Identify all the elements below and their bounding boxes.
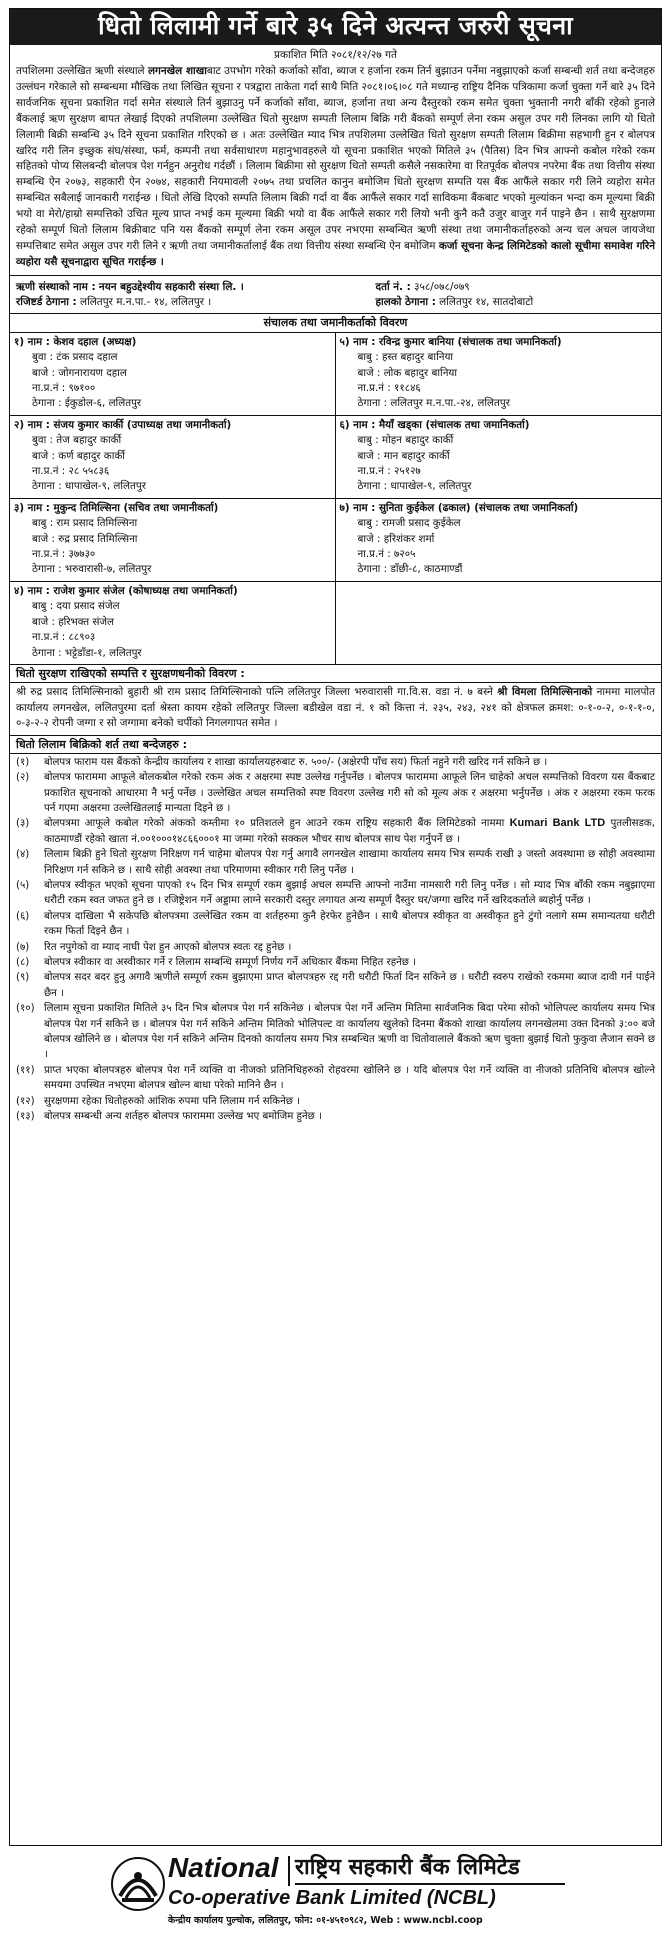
reg-address-label: रजिष्टर्ड ठेगाना : xyxy=(16,295,77,308)
member-card-empty xyxy=(336,582,662,664)
term-item xyxy=(16,909,655,940)
term-text: लिलाम बिक्री हुने धितो सुरक्षण निरिक्षण गर्न चाहेमा बोलपत्र पेश गर्नु अगावै लगनखेल शाखामा कार्यालय समय भित्र सम्पर्क राखी ३ जस्तो अवस्थामा छ सोही अवस्थामा निरिक्षण गर्न सकिने छ । साथै सोही अवस्था तथा परिमाणमा स्वीकार गरी लिनु पर्नेछ । xyxy=(44,849,655,876)
member-name: १) नाम : केशव दहाल (अध्यक्ष) xyxy=(14,335,137,348)
member-name: ७) नाम : सुनिता कुईकेल (ढकाल) (संचालक तथा जमानिकर्ता) xyxy=(339,501,579,514)
term-item xyxy=(16,970,655,1001)
term-item xyxy=(16,940,655,955)
term-number: (२) xyxy=(16,772,30,784)
term-item xyxy=(16,770,655,816)
member-detail: ना.प्र.नं : ११८४६ xyxy=(357,382,421,394)
term-text: बोलपत्र स्वीकृत भएको सूचना पाएको १५ दिन भित्र सम्पूर्ण रकम बुझाई अचल सम्पत्ति आफ्नो नाउँमा नामसारी गरी लिनु पर्नेछ । सो म्याद भित्र बाँकी रकम नबुझाएमा धरौटी रकम स्वत जफत हुने छ । रजिष्ट्रेशन गर्ने अड्डामा लाग्ने सरकारी दस्तुर लगायत अन्य सम्पूर्ण दैस्तुर घर/जग्गा खरिद गर्ने खरिदकर्ताले ब्यहोर्नु पर्नेछ । xyxy=(44,879,655,907)
security-text-2: नाममा मालपोत कार्यालय लगनखेल, ललितपुरमा दर्ता श्रेस्ता कायम रहेको ललितपुर जिल्ला बडीखेल वडा नं. १ को कित्ता नं. २३५, २४३, २४१ को क्षेत्रफल क्रमश: ०-१-०-२, ०-१-१-०, ०-३-२-२ रोपनी जग्गा र सो जग्गामा बनेको चर्पीको निगलगापत समेत । xyxy=(16,685,655,730)
term-number: (८) xyxy=(16,956,30,968)
security-details xyxy=(10,682,661,735)
member-card xyxy=(10,582,336,664)
bank-name-np: राष्ट्रिय सहकारी बैंक लिमिटेड xyxy=(295,1855,520,1880)
reg-address-value: ललितपुर म.न.पा.- १४, ललितपुर । xyxy=(80,295,212,308)
reg-no-value: ३५८/०७८/०७९ xyxy=(414,280,470,293)
term-number: (११) xyxy=(16,1064,35,1076)
member-card xyxy=(10,416,336,499)
term-item xyxy=(16,955,655,970)
member-detail: ना.प्र.नं : २५१२७ xyxy=(357,465,421,478)
notice-frame xyxy=(9,8,662,1846)
term-text-part: बोलपत्रमा आफूले कबोल गरेको अंकको कम्तीमा १० प्रतिशतले हुन आउने रकम राष्ट्रिय सहकारी बैंक लिमिटेडको नाममा xyxy=(44,818,510,830)
term-number: (१३) xyxy=(16,1111,35,1123)
current-address-label: हालको ठेगाना : xyxy=(375,295,436,308)
member-card xyxy=(336,333,662,416)
term-item xyxy=(16,1001,655,1063)
security-text-1: श्री रुद्र प्रसाद तिमिल्सिनाको बुहारी श्री राम प्रसाद तिमिल्सिनाको पत्नि ललितपुर जिल्ला भरुवारासी गा.वि.स. वडा नं. ७ बस्ने xyxy=(16,685,498,698)
published-date: प्रकाशित मिति २०८१/१२/२७ गते xyxy=(274,49,397,61)
reg-no-label: दर्ता नं. : xyxy=(375,280,411,293)
term-text: बोलपत्र फाराम यस बैंकको केन्द्रीय कार्यालय र शाखा कार्यालयहरुबाट रु. ५००/- (अक्षेरपी पाँच सय) फिर्ता नहुने गरी खरिद गर्न सकिने छ । xyxy=(44,756,548,768)
footer-divider xyxy=(288,1856,290,1886)
term-text: बोलपत्र सदर बदर हुनु अगावै ऋणीले सम्पूर्ण रकम बुझाएमा प्राप्त बोलपत्रहरु रद्द गरी धरौटी फिर्ता दिन सकिने छ । धरौटी स्वरुप राखेको रकममा ब्याज दावी गर्न पाईने छैन । xyxy=(44,972,655,999)
member-detail: बाजे : रुद्र प्रसाद तिमिल्सिना xyxy=(32,532,138,545)
notice-title: धितो लिलामी गर्ने बारे ३५ दिने अत्यन्त जरुरी सूचना xyxy=(10,9,661,45)
debtor-reg-address xyxy=(16,295,336,310)
intro-branch: लगनखेल शाखा xyxy=(148,65,207,77)
security-owner: श्री विमला तिमिल्सिनाको xyxy=(497,685,593,698)
term-text: बोलपत्र स्वीकार वा अस्वीकार गर्ने र लिलाम सम्बन्धि सम्पूर्ण निर्णय गर्ने अधिकार बैंकमा निहित रहनेछ । xyxy=(44,956,417,968)
term-number: (५) xyxy=(16,879,30,891)
term-number: (६) xyxy=(16,910,30,922)
member-name: ३) नाम : मुकुन्द तिमिल्सिना (सचिव तथा जमानीकर्ता) xyxy=(14,501,219,514)
member-name: ५) नाम : रविन्द्र कुमार बानिया (संचालक तथा जमानिकर्ता) xyxy=(339,335,562,348)
member-detail: ठेगाना : धापाखेल-९, ललितपुर xyxy=(357,480,472,493)
members-title: संचालक तथा जमानीकर्ताको विवरण xyxy=(10,313,661,332)
terms-title: धितो लिलाम बिक्रिको शर्त तथा बन्देजहरु : xyxy=(10,735,661,753)
member-card xyxy=(336,499,662,582)
term-text: प्राप्त भएका बोलपत्रहरु बोलपत्र पेश गर्ने व्यक्ति वा नीजको प्रतिनिधिहरुको रोहवरमा खोलिने छ । यदि बोलपत्र पेश गर्ने व्यक्ति वा नीजको प्रतिनिधि बोलपत्र खोल्ने समयमा उपस्थित नभएमा बोलपत्र खोल्न बाधा परेको मानिने छैन । xyxy=(44,1064,655,1092)
debtor-name-label: ऋणी संस्थाको नाम : xyxy=(16,280,96,293)
term-item xyxy=(16,816,655,847)
term-text: बोलपत्र फाराममा आफूले बोलकबोल गरेको रकम अंक र अक्षरमा स्पष्ट उल्लेख गर्नुपर्नेछ । बोलपत्र फाराममा आफूले लिन चाहेको अचल सम्पत्तिको विवरण यस बैंकबाट प्रकाशित सूचनाको आधारमा नै भर्नु पर्नेछ । उल्लेखित अचल सम्पत्तिको स्पष्ट विवरण उल्लेख गरी सो को मूल्य अंक र अक्षरमा भर्नुपर्नेछ । अंक र अक्षरमा रकम फरक पर्न गएमा अक्षरमा उल्लेखितलाई मान्यता दिइने छ । xyxy=(44,772,655,814)
security-title: धितो सुरक्षण राखिएको सम्पत्ति र सुरक्षणधनीको विवरण : xyxy=(10,664,661,682)
member-detail: ठेगाना : ललितपुर म.न.पा.-२४, ललितपुर xyxy=(357,397,510,410)
member-detail: बाजे : मान बहादुर कार्की xyxy=(357,449,450,462)
member-detail: बाजे : हरिशंकर शर्मा xyxy=(357,532,435,545)
notice-intro xyxy=(10,63,661,275)
bank-address: केन्द्रीय कार्यालय पुल्चोक, ललितपुर, फोन: ०१-४५१०९८२, Web : www.ncbl.coop xyxy=(168,1915,483,1926)
member-detail: बुवा : तेज बहादुर कार्की xyxy=(32,434,122,447)
term-text: लिलाम सूचना प्रकाशित मितिले ३५ दिन भित्र बोलपत्र पेश गर्न सकिनेछ । बोलपत्र पेश गर्ने अन्तिम मितिमा सार्वजनिक बिदा परेमा सोको भोलिपल्ट कार्यालय समय भित्र बोलपत्र पेश गर्न सकिने छ । बोलपत्र पेश गर्न सकिने अन्तिम मितिको भोलिपल्ट वा कार्यालय खुलेको दिनमा बैंकको शाखा कार्यालय लगनखेलमा उक्त दिनको ३:०० बजे बोलपत्र खोलिने छ । बोलपत्र पेश गर्न सकिने अन्तिम दिनको कार्यालय समय भित्र सम्बन्धित ऋणी वा धितोवालाले बैंकको ऋण चुक्ता बुझाई धितो फुकुवा लैजान सक्ने छ । xyxy=(44,1003,655,1061)
member-detail: बाबु : दया प्रसाद संजेल xyxy=(32,600,120,613)
bank-name-underline xyxy=(295,1883,565,1885)
term-number: (१०) xyxy=(16,1003,35,1015)
bank-logo-graphic xyxy=(110,1856,166,1912)
term-item xyxy=(16,1109,655,1124)
intro-text-1: तपशिलमा उल्लेखित ऋणी संस्थाले xyxy=(16,65,149,77)
bank-name-en-line2: Co-operative Bank Limited (NCBL) xyxy=(168,1887,496,1909)
term-item xyxy=(16,1094,655,1109)
member-name: ४) नाम : राजेश कुमार संजेल (कोषाध्यक्ष तथा जमानिकर्ता) xyxy=(14,584,238,597)
term-text: सुरक्षणमा रहेका धितोहरुको आंशिक रुपमा पनि लिलाम गर्न सकिनेछ । xyxy=(44,1095,301,1107)
current-address-value: ललितपुर १४, सातदोबाटो xyxy=(439,295,534,308)
member-detail: बाजे : हरिभक्त संजेल xyxy=(32,615,115,628)
bank-logo-icon xyxy=(110,1856,166,1912)
intro-bold-end: कर्जा सूचना केन्द्र लिमिटेडको कालो सूचीमा समावेश गरिने व्यहोरा यसै सूचनाद्वारा सूचित गराईन्छ । xyxy=(16,239,655,268)
debtor-reg-no xyxy=(336,280,656,295)
member-detail: बाजे : जोगनारायण दहाल xyxy=(32,366,127,379)
debtor-name-value: नयन बहुउद्देश्यीय सहकारी संस्था लि. । xyxy=(98,280,244,293)
member-detail: बाबु : मोहन बहादुर कार्की xyxy=(357,434,454,447)
member-detail: ठेगाना : भट्टेडाँडा-१, ललितपुर xyxy=(32,646,142,659)
member-detail: ठेगाना : डाँछी-८, काठमाण्डौं xyxy=(357,563,463,576)
terms-list xyxy=(10,753,661,1127)
term-text: बोलपत्र सम्बन्धी अन्य शर्तहरु बोलपत्र फाराममा उल्लेख भए बमोजिम हुनेछ । xyxy=(44,1111,322,1123)
term-text: बोलपत्र दाखिला भै सकेपछि बोलपत्रमा उल्लेखित रकम वा शर्तहरुमा कुनै हेरफेर हुनेछैन । साथै बोलपत्र स्वीकृत वा अस्वीकृत हुने टुंगो नलागे सम्म समान्यतया धरौटी रकम फिर्ता दिइने छैन । xyxy=(44,910,655,938)
member-detail: ना.प्र.नं : ३७७३० xyxy=(32,548,96,561)
member-name: २) नाम : संजय कुमार कार्की (उपाध्यक्ष तथा जमानीकर्ता) xyxy=(14,418,232,431)
member-card xyxy=(336,416,662,499)
member-card xyxy=(10,333,336,416)
member-detail: ना.प्र.नं : २८ ५५८३६ xyxy=(32,465,110,478)
member-card xyxy=(10,499,336,582)
member-detail: ना.प्र.नं : ७२०५ xyxy=(357,548,416,561)
term-text-part: पुतलीसडक, काठमाण्डौं रहेको खाता नं.००१०००१४८६६०००१ मा जम्मा गरेको सक्कल भौचर साथ बोलपत्र साथ पेश गर्नुपर्ने छ । xyxy=(44,818,655,845)
member-detail: बुवा : टंक प्रसाद दहाल xyxy=(32,351,118,364)
bank-account-name: Kumari Bank LTD xyxy=(509,817,606,830)
term-item xyxy=(16,878,655,909)
debtor-name xyxy=(16,280,336,295)
term-item xyxy=(16,847,655,878)
bank-name-en-line1: National xyxy=(168,1852,279,1883)
intro-text-2: बाट उपभोग गरेको कर्जाको साँवा, ब्याज र हर्जाना रकम तिर्न बुझाउन पर्नेमा नबुझाएको कर्जा सम्बन्धी शर्त तथा बन्देजहरु उल्लंघन गरेकाले सो सम्बन्धमा मौखिक तथा लिखित सूचना र पत्रद्वारा ताकेता गर्दा साथै मिति २०८१।०६।०८ गते मध्यान्ह राष्ट्रिय दैनिक पत्रिकामा कर्जा चुक्ता गर्ने बारे ३५ दिने सार्वजनिक सूचना प्रकाशित गर्दा समेत संस्थाले तिर्न बुझाउनु पर्ने कर्जाको साँवा, ब्याज, हर्जाना तथा अन्य दैस्तुरको रकम समेत चुक्ता भुक्तानी नगरी बाँकी रहेको हुनाले बैंकलाई ऋण सुरक्षण बापत लेखाई दिएको तपशिलमा उल्लेखित धितो सुरक्षण सम्पती लिलाम बिक्रि गरी बैंकको सम्पूर्ण लेना रकम असुल उपर गरी लिनका लागि यो धितो लिलामी बिक्री सम्बन्धि ३५ दिने सूचना प्रकाशित गरिएको छ । अतः उल्लेखित म्याद भित्र तपशिलमा उल्लेखित धितो सुरक्षण सम्पती लिलाम बिक्रीमा सहभागी हुन र बोलपत्र खरिद गरी लिन इच्छुक संघ/संस्था, फर्म, कम्पनी तथा सर्वसाधारण महानुभावहरुले यो सूचना प्रकाशित भएको मितिले ३५ (पैतिस) दिन भित्र आफ्नो कबोल गरेको रकम सहितको पोप्य सिलबन्दी बोलपत्र पेश गर्नहुन अनुरोध गर्दछौं । लिलाम बिक्रीमा सो सुरक्षण धितो सम्पती कसैले नसकारेमा वा रितपूर्वक बोलपत्र नपरेमा बैंक तथा वित्तीय संस्था सम्बन्धि ऐन २०७३, सहकारी ऐन २०७४, सहकारी नियमावली २०७५ तथा प्रचलित कानुन बमोजिम धितो सुरक्षण सम्पति यस बैंक आफैंले सकार गरी लिने व्यहोरा समेत सम्बन्धित सबैलाई जानकारी गराईन्छ । धितो लेखि दिएको सम्पति लिलाम बिक्री गर्दा वा बैंक आफैंले सकार गर्दा साविकमा बैंकबाट भएको मुल्यांकन भन्दा कम मूल्यमा बिक्री भयो वा मेरो/हाम्रो सम्पत्तिको उचित मूल्य प्राप्त नभई कम मूल्यमा बिक्री भयो वा बैंक आफैंले सकार गरी लियो भनी कुनै कतै उजुर बाजुर गर्न पाइने छैन । साथै सुरक्षणमा रहेको सम्पूर्ण धितो लिलाम बिक्रीबाट पनि यस बैंकको सम्पूर्ण लेना रकम असूल उपर नभएमा सम्बन्धित ऋणी संस्था तथा जमानीकर्ताहरुको अन्य चल अचल जायजेथा सम्पत्तिबाट समेत असुल उपर गरी लिने र ऋणी तथा जमानीकर्तालाई बैंक तथा वित्तीय संस्था सम्बन्धि ऐन बमोजिम xyxy=(16,65,656,252)
term-text xyxy=(44,816,655,847)
member-detail: ठेगाना : ईकुडोल-६, ललितपुर xyxy=(32,397,142,410)
term-number: (१२) xyxy=(16,1095,35,1107)
term-number: (३) xyxy=(16,818,30,830)
term-text: रित नपुगेको वा म्याद नाघी पेश हुन आएको बोलपत्र स्वतः रद्द हुनेछ । xyxy=(44,941,292,953)
term-item xyxy=(16,1063,655,1094)
term-number: (९) xyxy=(16,972,30,984)
member-detail: ना.प्र.नं : ८८९०३ xyxy=(32,631,96,644)
term-number: (७) xyxy=(16,941,30,953)
debtor-info xyxy=(10,275,661,313)
member-detail: बाबु : रामजी प्रसाद कुईकेल xyxy=(357,517,461,530)
member-detail: बाजे : लोक बहादुर बानिया xyxy=(357,366,458,379)
term-number: (४) xyxy=(16,849,30,861)
members-grid xyxy=(10,332,661,664)
term-number: (१) xyxy=(16,756,30,768)
member-detail: ठेगाना : भरुवारासी-७, ललितपुर xyxy=(32,563,152,576)
member-name: ६) नाम : मैयाँ खड्का (संचालक तथा जमानिकर्ता) xyxy=(339,418,530,431)
member-detail: बाजे : कर्ण बहादुर कार्की xyxy=(32,449,125,462)
member-detail: बाबु : हस्त बहादुर बानिया xyxy=(357,351,454,364)
member-detail: ठेगाना : धापाखेल-९, ललितपुर xyxy=(32,480,146,493)
member-detail: ना.प्र.नं : ९७१०० xyxy=(32,382,96,394)
term-item xyxy=(16,755,655,770)
debtor-current-address xyxy=(336,295,656,310)
bank-footer xyxy=(110,1850,570,1940)
member-detail: बाबु : राम प्रसाद तिमिल्सिना xyxy=(32,517,138,530)
